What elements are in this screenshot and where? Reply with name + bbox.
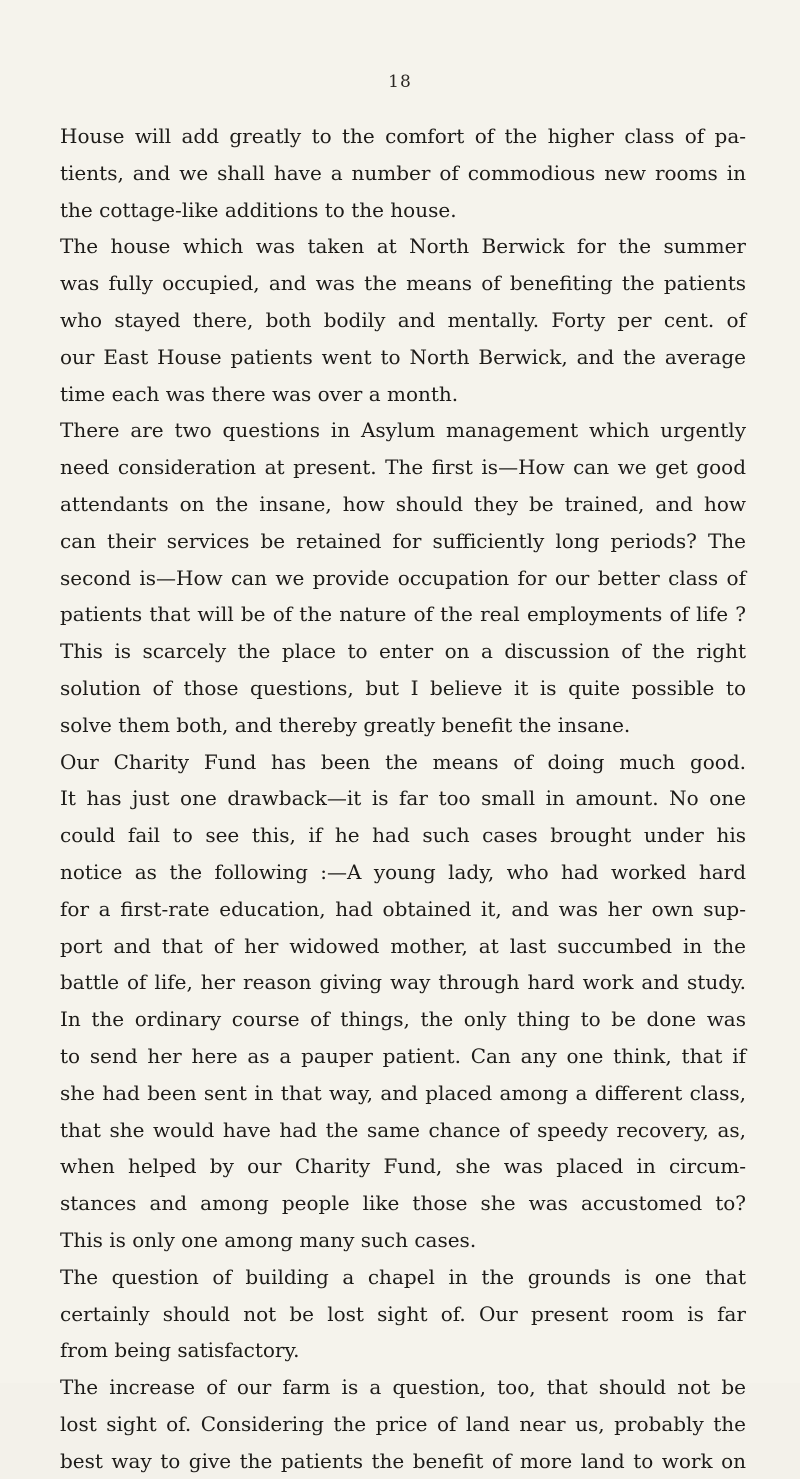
text-line: It has just one drawback—it is far too small in amount. No one	[60, 786, 746, 811]
text-line: solution of those questions, but I believe it is quite possible to	[60, 675, 746, 700]
text-line: time each was there was over a month.	[60, 381, 459, 406]
text-line: our East House patients went to North Berwick, and the average	[60, 344, 746, 369]
text-line: second is—How can we provide occupation for our better class of	[60, 565, 746, 590]
text-line: battle of life, her reason giving way through hard work and study.	[60, 970, 746, 995]
text-line: The house which was taken at North Berwick for the summer	[60, 234, 746, 259]
text-line: best way to give the patients the benefit of more land to work on	[60, 1448, 746, 1473]
text-line: to send her here as a pauper patient. Can any one think, that if	[60, 1043, 746, 1068]
text-line: can their services be retained for sufficiently long periods? The	[60, 528, 746, 553]
text-line: from being satisfactory.	[60, 1338, 300, 1363]
text-line: for a first-rate education, had obtained it, and was her own sup-	[60, 896, 746, 921]
text-line: stances and among people like those she was accustomed to?	[60, 1191, 746, 1216]
text-line: need consideration at present. The first is—How can we get good	[60, 455, 746, 480]
page-number: 18	[388, 72, 412, 92]
text-line: solve them both, and thereby greatly benefit the insane.	[60, 712, 631, 737]
text-line: This is scarcely the place to enter on a discussion of the right	[60, 639, 746, 664]
text-line: notice as the following :—A young lady, who had worked hard	[60, 859, 746, 884]
text-line: who stayed there, both bodily and mentally. Forty per cent. of	[60, 307, 746, 332]
text-line: she had been sent in that way, and placed among a different class,	[60, 1080, 746, 1105]
text-line: could fail to see this, if he had such cases brought under his	[60, 823, 746, 848]
text-line: attendants on the insane, how should they be trained, and how	[60, 491, 746, 516]
text-line: tients, and we shall have a number of commodious new rooms in	[60, 160, 746, 185]
text-line: In the ordinary course of things, the only thing to be done was	[60, 1007, 746, 1032]
text-line: patients that will be of the nature of the real employments of life ?	[60, 602, 746, 627]
text-line: certainly should not be lost sight of. Our present room is far	[60, 1301, 746, 1326]
text-line: lost sight of. Considering the price of land near us, probably the	[60, 1411, 746, 1436]
text-line: Our Charity Fund has been the means of doing much good.	[60, 749, 746, 774]
text-line: The question of building a chapel in the grounds is one that	[60, 1264, 746, 1289]
text-line: port and that of her widowed mother, at last succumbed in the	[60, 933, 746, 958]
text-line: the cottage-like additions to the house.	[60, 197, 457, 222]
text-line: when helped by our Charity Fund, she was placed in circum-	[60, 1154, 746, 1179]
text-line: was fully occupied, and was the means of benefiting the patients	[60, 271, 746, 296]
text-line: that she would have had the same chance of speedy recovery, as,	[60, 1117, 746, 1142]
body-text	[60, 118, 746, 1479]
text-line: This is only one among many such cases.	[60, 1227, 477, 1252]
text-line: The increase of our farm is a question, too, that should not be	[60, 1375, 746, 1400]
text-line: House will add greatly to the comfort of the higher class of pa-	[60, 124, 746, 148]
text-line: There are two questions in Asylum management which urgently	[60, 418, 746, 443]
